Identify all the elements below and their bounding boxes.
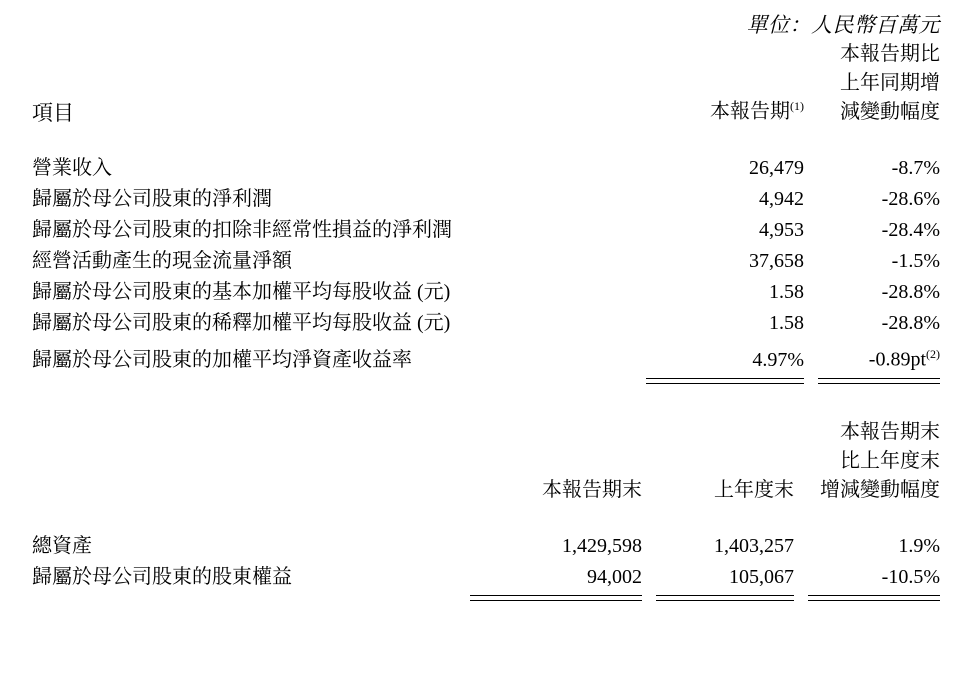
table1-header-change-line-3: 減變動幅度 <box>840 101 940 123</box>
table2-rule-period-end <box>456 593 642 601</box>
table2-header-row <box>32 418 940 505</box>
table1-header-current-text: 本報告期 <box>710 101 790 123</box>
row-prev-year-end-value: 105,067 <box>729 565 794 588</box>
row-prev-year-end-value: 1,403,257 <box>714 534 794 557</box>
table1-header-current-superscript: (1) <box>790 99 804 114</box>
row-current-value: 26,479 <box>749 157 804 179</box>
table1-rule-current <box>632 376 804 384</box>
table1-header-change-line-1: 本報告期比 <box>840 43 940 65</box>
row-label: 歸屬於母公司股東的加權平均淨資產收益率 <box>32 348 412 371</box>
row-current-value: 37,658 <box>749 250 804 272</box>
row-current-value: 1.58 <box>769 312 804 334</box>
double-rule <box>470 595 642 601</box>
row-label: 歸屬於母公司股東的基本加權平均每股收益 (元) <box>32 281 451 303</box>
row-change-value <box>804 339 940 376</box>
table1-header-item: 項目 <box>32 101 74 125</box>
table-row <box>32 246 940 277</box>
row-current-value: 4,953 <box>759 219 804 241</box>
row-change-value: -1.5% <box>891 250 940 272</box>
table1-header-spacer <box>32 127 940 153</box>
unit-note: 單位：人民幣百萬元 <box>746 13 940 37</box>
row-current-value: 4,942 <box>759 188 804 210</box>
row-change-text: -0.89pt <box>868 348 926 371</box>
table1-bottom-rule-row <box>32 376 940 384</box>
table1-header-change <box>804 40 940 127</box>
table1-header-row <box>32 40 940 127</box>
table-row <box>32 153 940 184</box>
table2-header-change-line-2: 比上年度末 <box>840 449 940 472</box>
section-gap <box>32 384 940 418</box>
double-rule <box>656 595 794 601</box>
row-current-value: 4.97% <box>752 348 804 371</box>
row-change-value: -28.6% <box>881 188 940 210</box>
row-period-end-value: 94,002 <box>587 565 642 588</box>
table-row <box>32 184 940 215</box>
row-period-end-value: 1,429,598 <box>562 534 642 557</box>
row-label: 經營活動產生的現金流量淨額 <box>32 250 292 272</box>
row-current-value: 1.58 <box>769 281 804 303</box>
row-change-superscript: (2) <box>926 347 940 361</box>
table-row <box>32 277 940 308</box>
row-change-value: -10.5% <box>881 565 940 588</box>
table-row <box>32 308 940 339</box>
row-label: 歸屬於母公司股東的稀釋加權平均每股收益 (元) <box>32 312 451 334</box>
table2-rule-change <box>794 593 940 601</box>
table-row <box>32 562 940 593</box>
table2-header-prev-year-end: 上年度末 <box>714 478 794 501</box>
row-change-value: -28.8% <box>881 312 940 334</box>
row-change-value: 1.9% <box>898 534 940 557</box>
balance-sheet-indicators-table <box>32 418 940 601</box>
row-label: 歸屬於母公司股東的扣除非經常性損益的淨利潤 <box>32 219 452 241</box>
row-change-value: -28.8% <box>881 281 940 303</box>
row-label: 營業收入 <box>32 157 112 179</box>
table-row <box>32 339 940 376</box>
table1-rule-spacer <box>32 376 632 384</box>
table2-header-spacer <box>32 505 940 531</box>
table1-rule-change <box>804 376 940 384</box>
table2-header-change-line-3: 增減變動幅度 <box>820 478 940 501</box>
double-rule <box>808 595 940 601</box>
row-label: 歸屬於母公司股東的淨利潤 <box>32 188 272 210</box>
table2-rule-spacer <box>32 593 456 601</box>
table2-header-item-blank <box>32 418 456 505</box>
table2-header-change-line-1: 本報告期末 <box>840 420 940 443</box>
table2-bottom-rule-row <box>32 593 940 601</box>
table2-header-period-end: 本報告期末 <box>542 478 642 501</box>
table2-header-change <box>794 418 940 505</box>
row-change-value: -28.4% <box>881 219 940 241</box>
table2-rule-prev-year-end <box>642 593 794 601</box>
table-row <box>32 531 940 562</box>
table-row <box>32 215 940 246</box>
row-change-value: -8.7% <box>891 157 940 179</box>
row-label: 總資產 <box>32 534 92 557</box>
table1-header-change-line-2: 上年同期增 <box>840 72 940 94</box>
row-label: 歸屬於母公司股東的股東權益 <box>32 565 292 588</box>
table1-header-current <box>632 40 804 127</box>
key-financial-indicators-table <box>32 40 940 384</box>
